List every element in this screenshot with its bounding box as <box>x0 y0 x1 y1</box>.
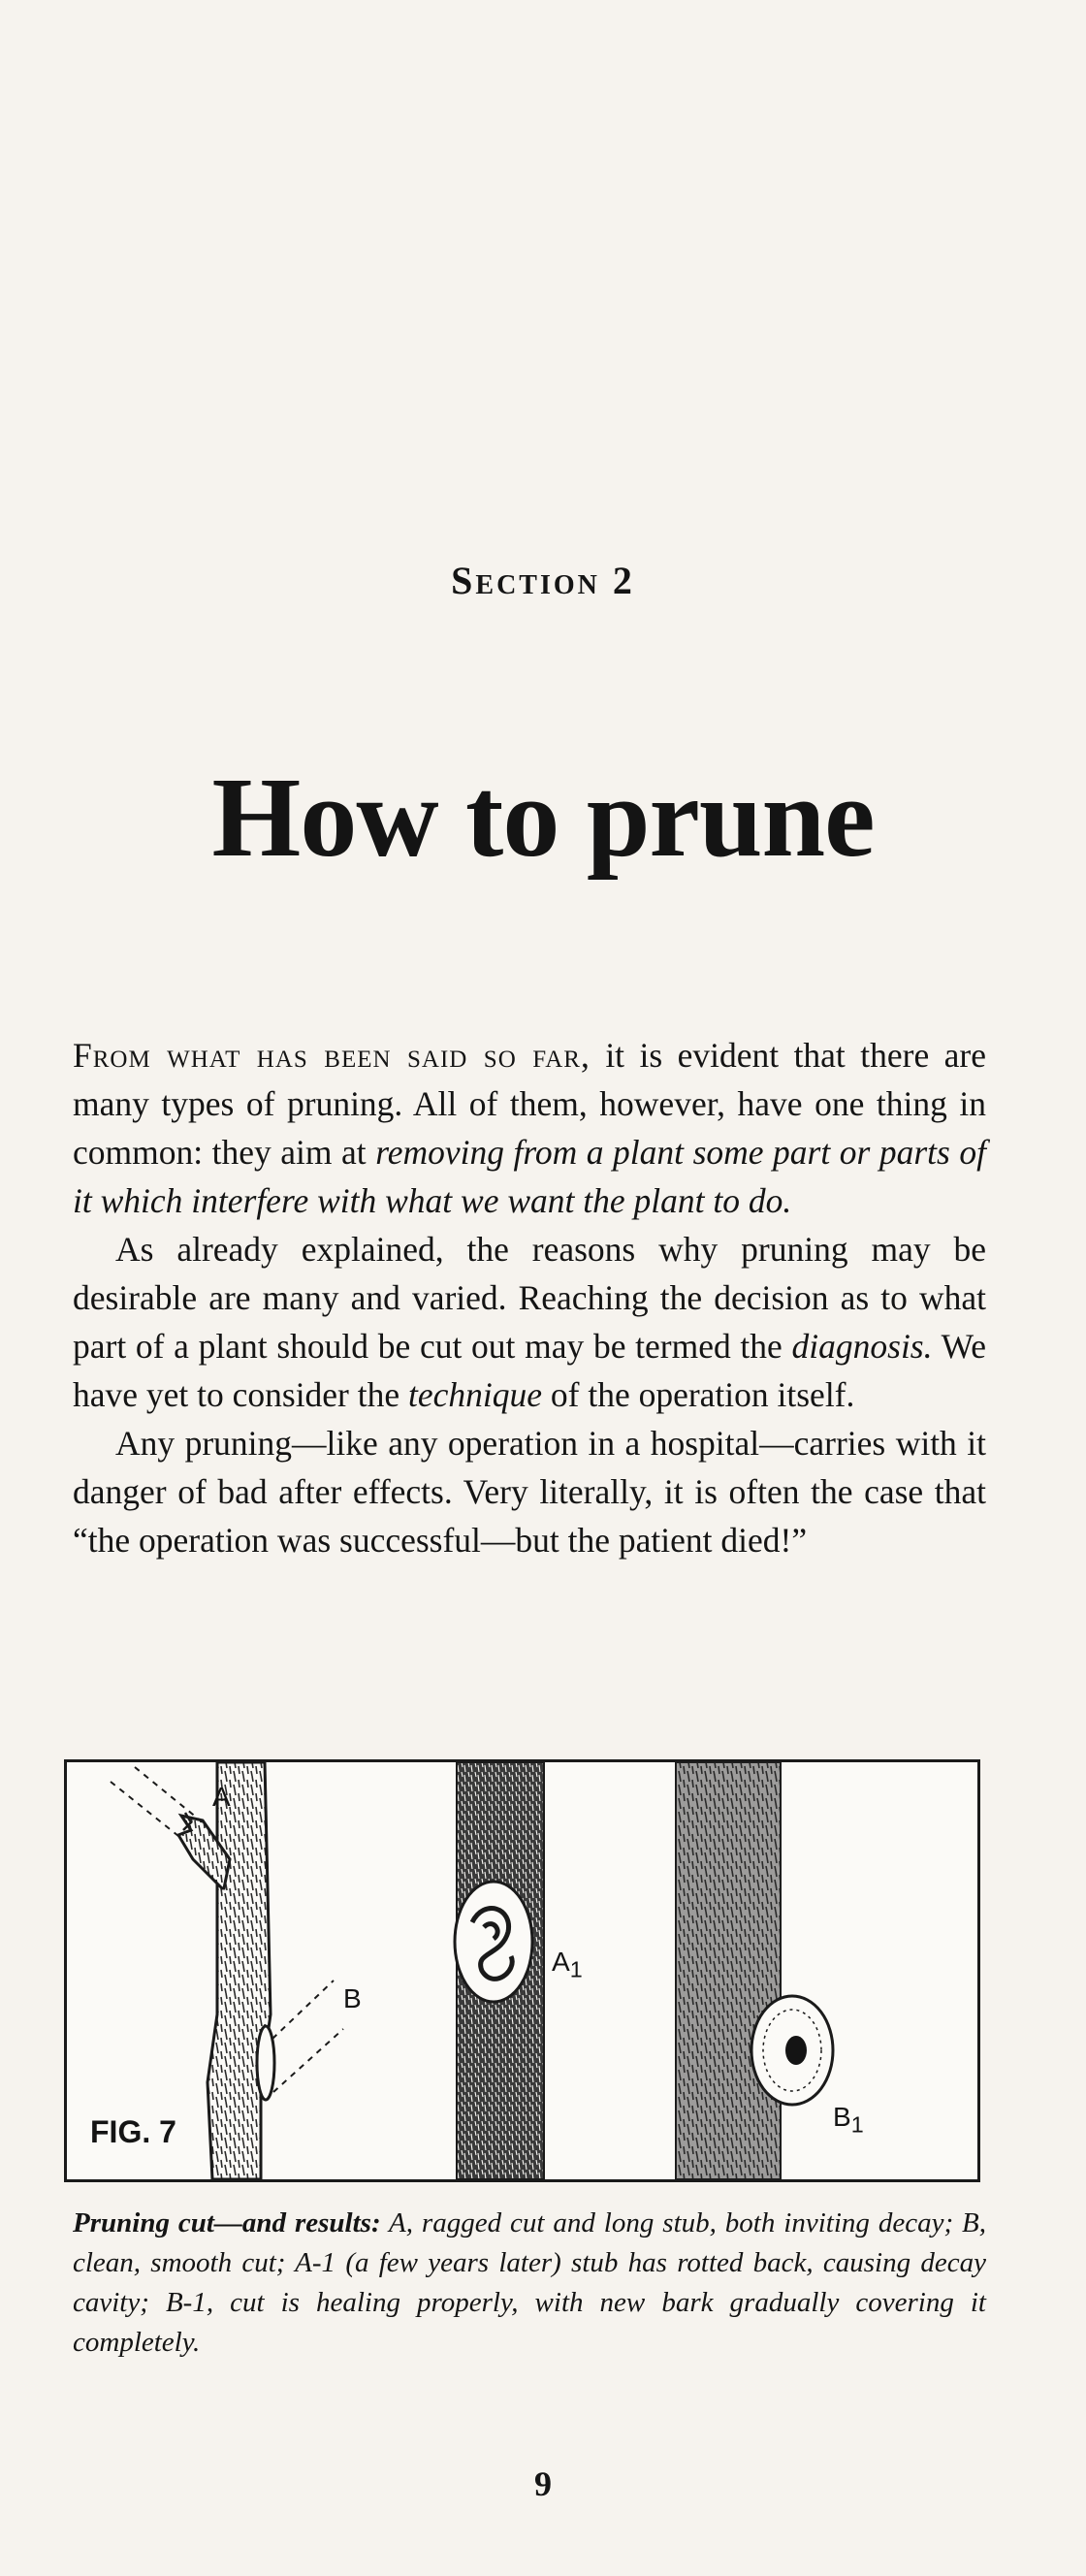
section-label: Section 2 <box>451 559 635 602</box>
paragraph-1 <box>73 1031 986 1225</box>
label-a1-sub: 1 <box>569 1956 583 1982</box>
label-a: A <box>212 1782 231 1812</box>
caption-text: A, ragged cut and long stub, both inviting decay; B, clean, smooth cut; A-1 (a few years later) stub has rotted back, causing decay cavity; B-1, cut is healing properly, with new bark gradually covering it completely. <box>73 2207 986 2358</box>
paragraph-2-text: As already explained, the reasons why pruning may be desirable are many and varied. Reaching the decision as to what part of a plant should be cut out may be termed the <box>73 1230 986 1366</box>
paragraph-2-text-2: We have yet to consider the <box>73 1327 986 1414</box>
page-title: How to prune <box>211 754 875 881</box>
paragraph-2 <box>73 1225 986 1419</box>
paragraph-1-lead: From what has been said so far, <box>73 1036 591 1075</box>
tree-a1 <box>455 1762 544 2179</box>
paragraph-2-text-3: of the operation itself. <box>542 1375 855 1414</box>
figure-caption <box>73 2204 986 2363</box>
label-b1-letter: B <box>833 2102 851 2132</box>
label-b: B <box>343 1983 362 2013</box>
label-b1-sub: 1 <box>850 2111 864 2138</box>
paragraph-3: Any pruning—like any operation in a hospital—carries with it danger of bad after effects. Very literally, it is often the case that “the operation was successful—but the patient died!” <box>73 1424 986 1560</box>
paragraph-2-italic-diagnosis: diagnosis. <box>791 1327 933 1366</box>
caption-lead: Pruning cut—and results: <box>73 2207 381 2238</box>
figure-label: FIG. 7 <box>90 2114 176 2149</box>
paragraph-1-italic: removing from a plant some part or parts of it which interfere with what we want the plant to do. <box>73 1133 986 1220</box>
paragraph-1-text: it is evident that there are many types of pruning. All of them, however, have one thing in common: they aim at <box>73 1036 986 1172</box>
body-text <box>73 1031 986 1564</box>
paragraph-2-italic-technique: technique <box>408 1375 543 1414</box>
figure-7 <box>64 1759 980 2182</box>
label-b1 <box>833 2102 864 2139</box>
label-a1 <box>552 1947 583 1983</box>
label-a1-letter: A <box>552 1947 570 1977</box>
tree-b1 <box>676 1762 833 2179</box>
page-number: 9 <box>534 2464 552 2503</box>
